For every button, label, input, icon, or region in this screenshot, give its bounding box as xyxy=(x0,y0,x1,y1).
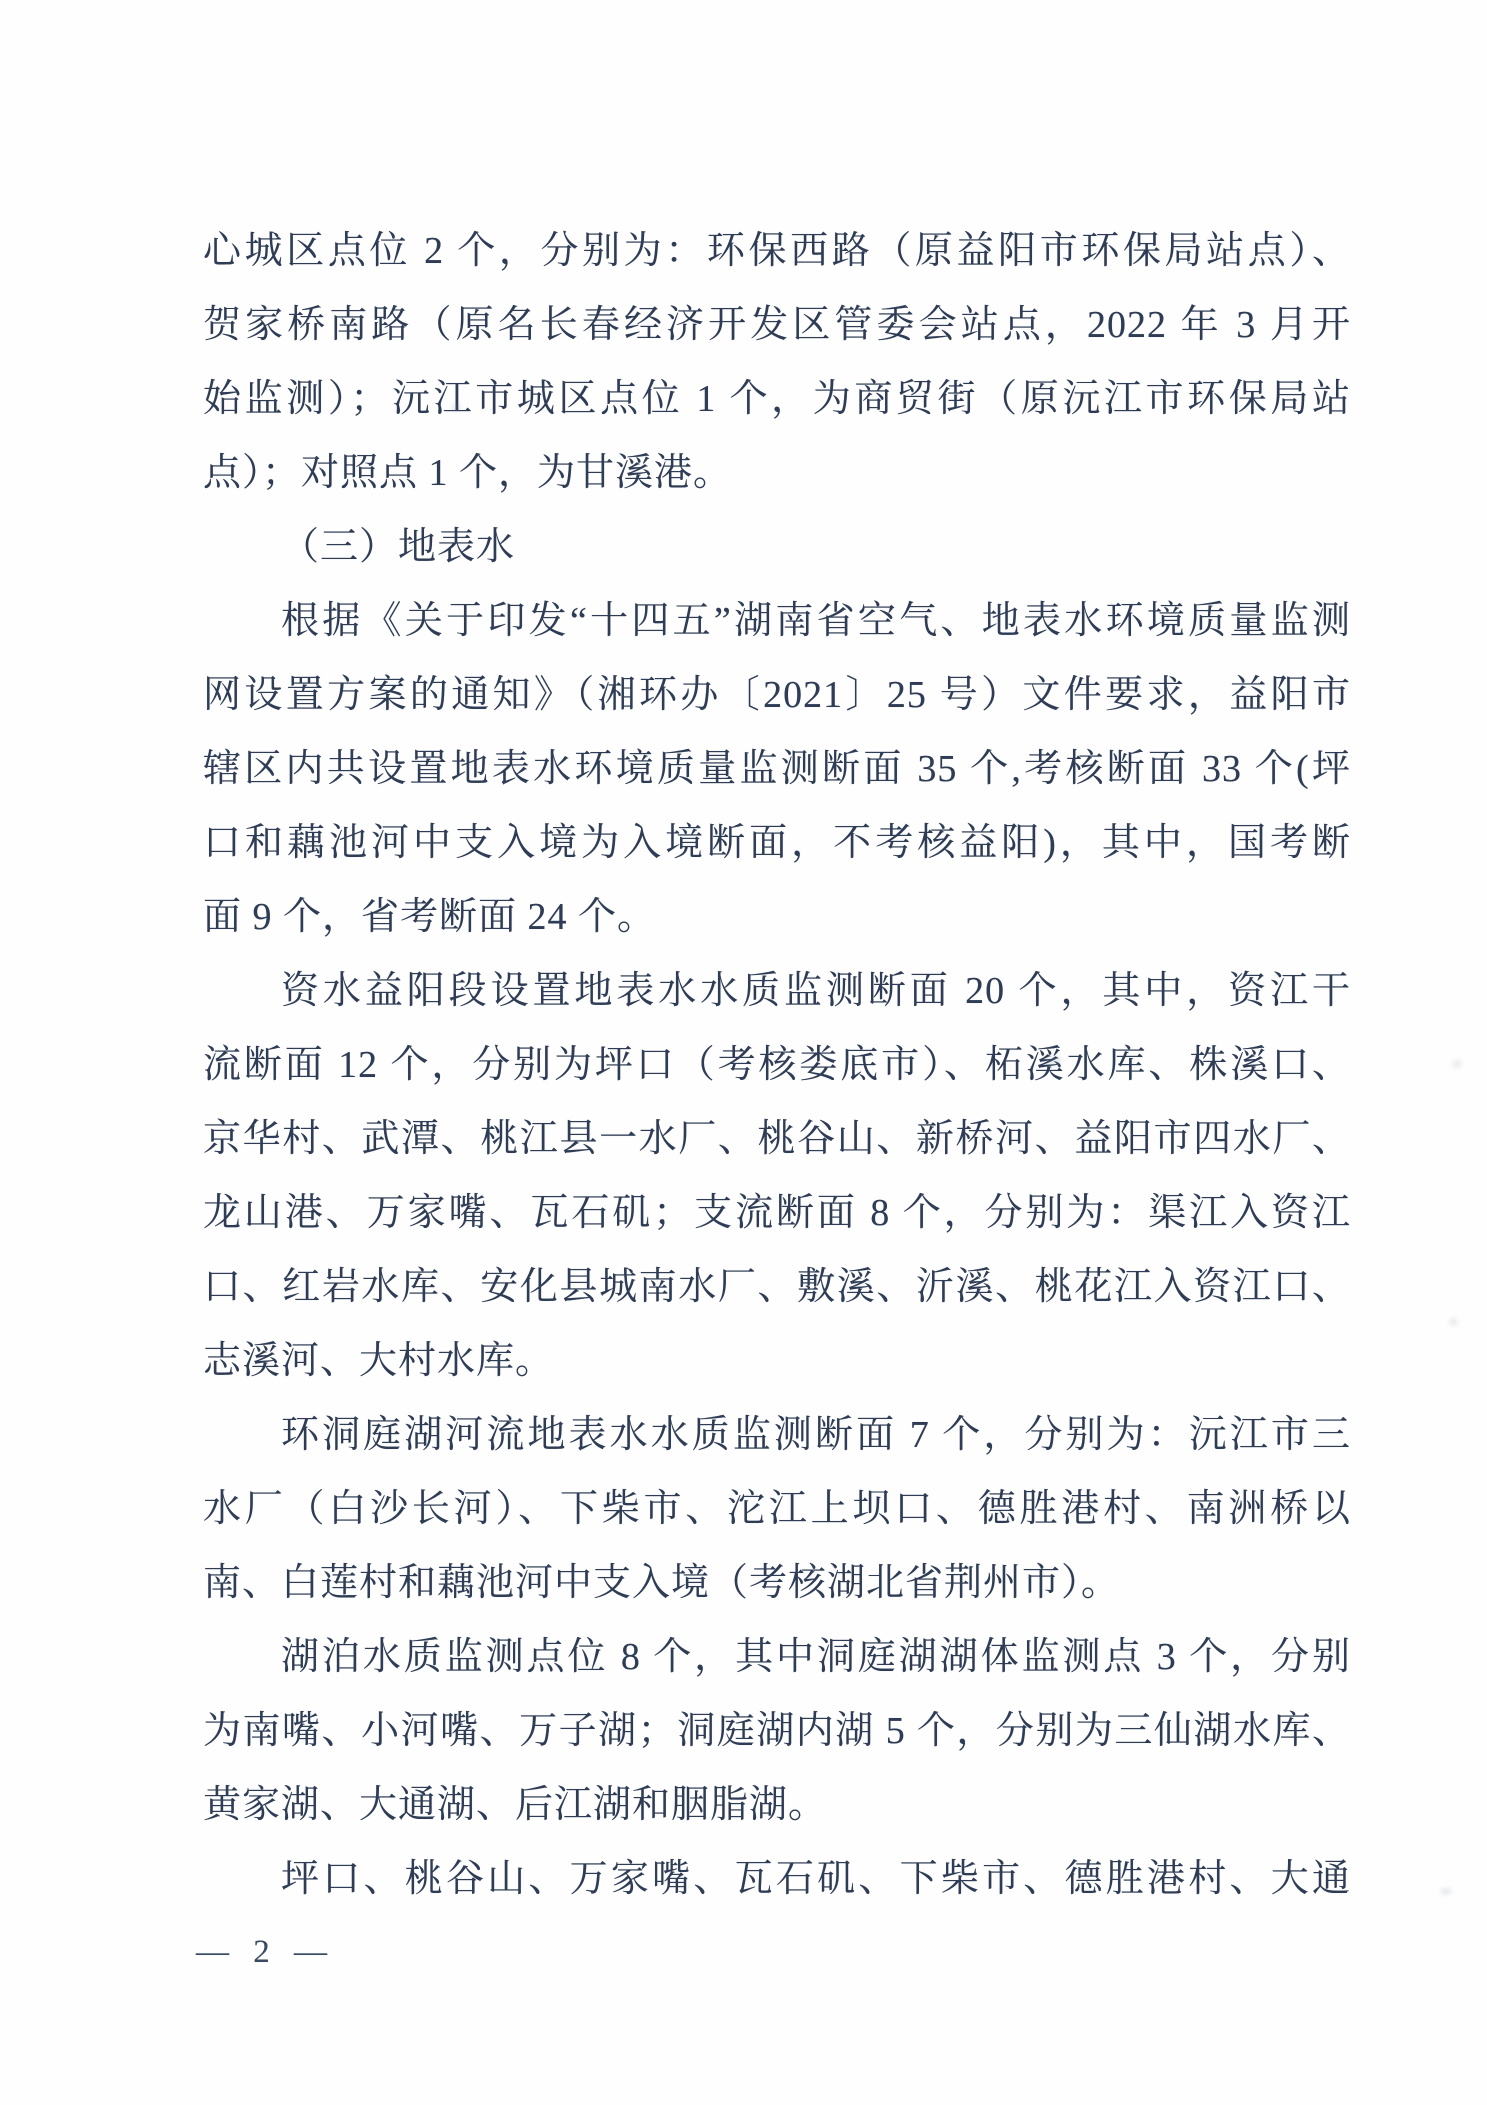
scan-artifact xyxy=(452,404,461,411)
text-line: 资水益阳段设置地表水水质监测断面 20 个，其中，资江干 xyxy=(281,970,1351,1012)
text-line: 口、红岩水库、安化县城南水厂、敷溪、沂溪、桃花江入资江口、 xyxy=(203,1266,1351,1308)
text-line: 始监测）；沅江市城区点位 1 个，为商贸街（原沅江市环保局站 xyxy=(203,378,1351,420)
page-number: — 2 — xyxy=(196,1934,335,1970)
scan-artifact xyxy=(1449,1318,1458,1326)
text-line: 京华村、武潭、桃江县一水厂、桃谷山、新桥河、益阳市四水厂、 xyxy=(203,1118,1351,1160)
text-line: 心城区点位 2 个，分别为：环保西路（原益阳市环保局站点）、 xyxy=(203,230,1351,272)
section-heading: （三）地表水 xyxy=(281,526,516,568)
document-body xyxy=(203,214,1351,1916)
scan-artifact xyxy=(1046,1056,1062,1066)
text-line: 黄家湖、大通湖、后江湖和胭脂湖。 xyxy=(203,1784,828,1826)
text-line: 志溪河、大村水库。 xyxy=(203,1340,555,1382)
text-line: 湖泊水质监测点位 8 个，其中洞庭湖湖体监测点 3 个，分别 xyxy=(281,1636,1351,1678)
text-line: 南、白莲村和藕池河中支入境（考核湖北省荆州市）。 xyxy=(203,1562,1121,1604)
text-line: 流断面 12 个，分别为坪口（考核娄底市）、柘溪水库、株溪口、 xyxy=(203,1044,1351,1086)
text-line: 辖区内共设置地表水环境质量监测断面 35 个,考核断面 33 个(坪 xyxy=(203,748,1351,790)
text-line: 根据《关于印发“十四五”湖南省空气、地表水环境质量监测 xyxy=(281,600,1351,642)
text-line: 网设置方案的通知》（湘环办〔2021〕25 号）文件要求，益阳市 xyxy=(203,674,1351,716)
scan-artifact xyxy=(1440,1888,1452,1895)
text-line: 坪口、桃谷山、万家嘴、瓦石矶、下柴市、德胜港村、大通 xyxy=(281,1858,1351,1900)
text-line: 面 9 个，省考断面 24 个。 xyxy=(203,896,657,938)
scan-artifact xyxy=(1452,1060,1462,1068)
text-line: 口和藕池河中支入境为入境断面，不考核益阳)，其中，国考断 xyxy=(203,822,1351,864)
text-line: 贺家桥南路（原名长春经济开发区管委会站点，2022 年 3 月开 xyxy=(203,304,1351,346)
text-line: 环洞庭湖河流地表水水质监测断面 7 个，分别为：沅江市三 xyxy=(281,1414,1351,1456)
text-line: 龙山港、万家嘴、瓦石矶；支流断面 8 个，分别为：渠江入资江 xyxy=(203,1192,1351,1234)
text-line: 为南嘴、小河嘴、万子湖；洞庭湖内湖 5 个，分别为三仙湖水库、 xyxy=(203,1710,1351,1752)
text-line: 点）；对照点 1 个，为甘溪港。 xyxy=(203,452,733,494)
text-line: 水厂（白沙长河）、下柴市、沱江上坝口、德胜港村、南洲桥以 xyxy=(203,1488,1351,1530)
